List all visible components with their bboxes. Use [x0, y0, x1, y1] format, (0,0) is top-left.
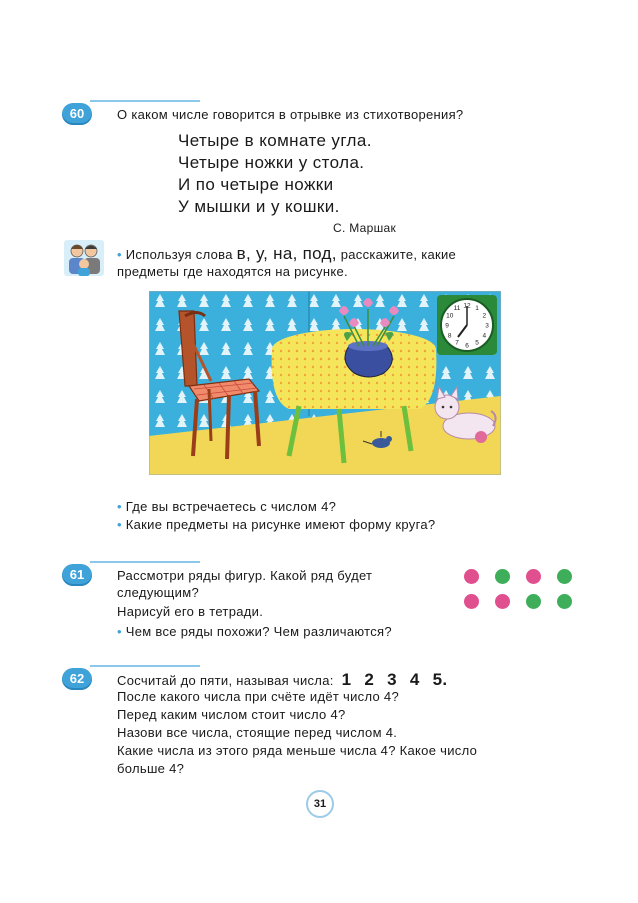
poem-author: С. Маршак — [333, 221, 397, 235]
instruction-pre: Используя слова — [125, 247, 237, 262]
figure-row-2-circle-3 — [526, 594, 541, 609]
poem-line-1: Четыре в комнате угла. — [178, 131, 372, 150]
pair-work-icon — [64, 240, 104, 276]
task-60-q1 — [117, 499, 336, 514]
figure-row-2-circle-1 — [464, 594, 479, 609]
bullet-icon: • — [117, 624, 122, 639]
q2-text: Какие предметы на рисунке имеют форму круга? — [125, 517, 436, 532]
task-61-badge: 61 — [62, 564, 92, 586]
poem-line-3: И по четыре ножки — [178, 175, 334, 194]
bullet-icon: • — [117, 517, 122, 532]
task-62-rule — [90, 665, 200, 667]
room-illustration — [149, 291, 501, 475]
clock-numeral: 6 — [465, 342, 469, 350]
task-60-badge: 60 — [62, 103, 92, 125]
task-60-rule — [90, 100, 200, 102]
task-62-line3: Перед каким числом стоит число 4? — [117, 707, 346, 722]
clock-numeral: 3 — [485, 322, 489, 330]
clock-numeral: 5 — [475, 339, 479, 347]
figure-row-1-circle-2 — [495, 569, 510, 584]
bullet-icon: • — [117, 499, 122, 514]
clock-numeral: 8 — [447, 332, 452, 340]
task-62-line4: Назови все числа, стоящие перед числом 4. — [117, 725, 398, 740]
figure-row-1-circle-4 — [557, 569, 572, 584]
task-60-q2 — [117, 517, 435, 532]
clock-numeral: 11 — [453, 305, 461, 312]
clock-numeral: 9 — [445, 322, 449, 330]
task-62-line6: больше 4? — [117, 761, 185, 776]
clock-numeral: 1 — [475, 305, 479, 312]
figure-row-2-circle-4 — [557, 594, 572, 609]
task-61-line3: Нарисуй его в тетради. — [117, 604, 264, 619]
task-60-instruction — [117, 244, 456, 264]
figure-row-1-circle-3 — [526, 569, 541, 584]
clock — [437, 295, 497, 355]
task-61-q1-text: Чем все ряды похожи? Чем различаются? — [125, 624, 392, 639]
task-62-line1-text: Сосчитай до пяти, называя числа: — [117, 673, 334, 688]
task-62-badge: 62 — [62, 668, 92, 690]
task-62-line5: Какие числа из этого ряда меньше числа 4? Какое число — [117, 743, 478, 758]
page-number: 31 — [306, 790, 334, 818]
instruction-post: расскажите, какие — [336, 247, 457, 262]
instruction-words: в, у, на, под, — [236, 244, 337, 263]
task-61-rule — [90, 561, 200, 563]
clock-numeral: 4 — [482, 332, 487, 340]
figure-row-1-circle-1 — [464, 569, 479, 584]
task-60-instruction-line2: предметы где находятся на рисунке. — [117, 264, 348, 279]
task-62-line1 — [117, 670, 447, 690]
task-61-line2: следующим? — [117, 585, 199, 600]
clock-numeral: 12 — [463, 302, 471, 310]
figure-row-2-circle-2 — [495, 594, 510, 609]
clock-numeral: 2 — [482, 312, 487, 320]
task-61-q1 — [117, 624, 392, 639]
clock-numeral: 10 — [446, 312, 454, 320]
q1-text: Где вы встречаетесь с числом 4? — [125, 499, 337, 514]
task-62-line2: После какого числа при счёте идёт число 4? — [117, 689, 399, 704]
clock-numeral: 7 — [455, 339, 459, 347]
count-numbers: 1 2 3 4 5. — [341, 670, 448, 689]
bullet-icon: • — [117, 247, 122, 262]
task-60-question: О каком числе говорится в отрывке из стихотворения? — [117, 107, 464, 122]
poem-line-2: Четыре ножки у стола. — [178, 153, 365, 172]
task-61-line1: Рассмотри ряды фигур. Какой ряд будет — [117, 568, 373, 583]
poem-line-4: У мышки и у кошки. — [178, 197, 340, 216]
